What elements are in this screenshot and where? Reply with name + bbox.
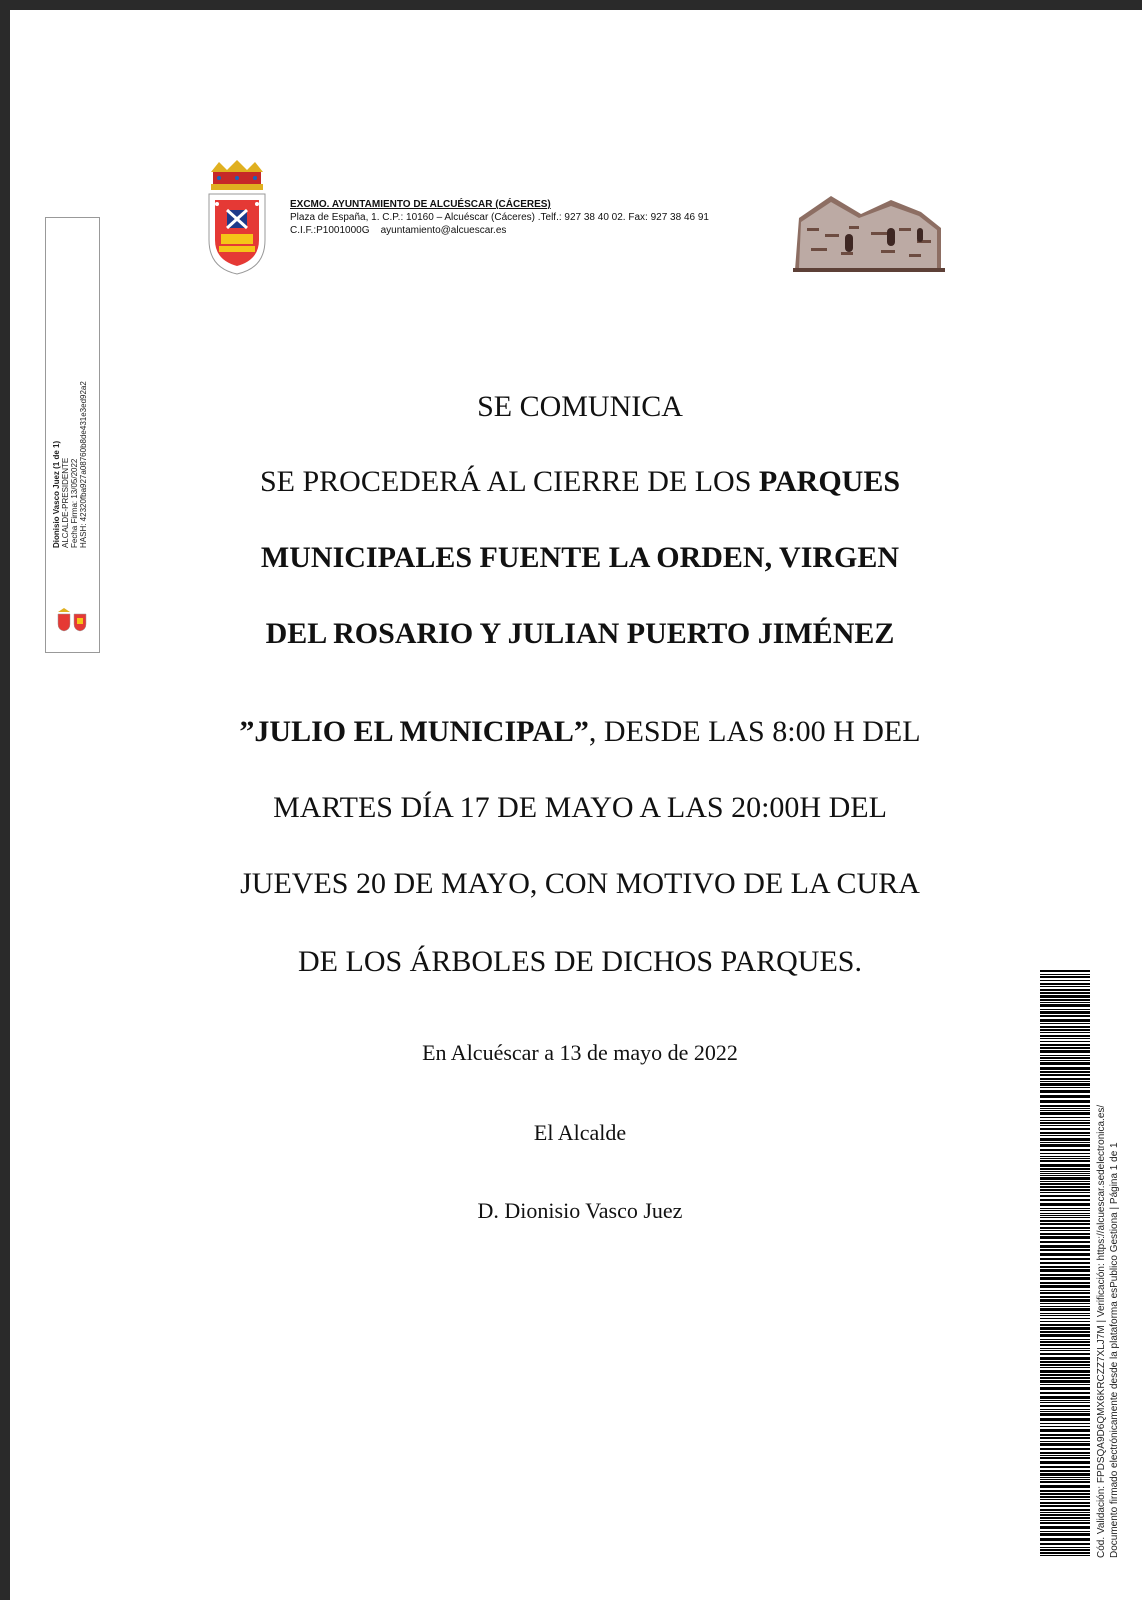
signer-title: El Alcalde	[533, 1120, 627, 1145]
notice-line-5: MARTES DÍA 17 DE MAYO A LAS 20:00H DEL	[273, 791, 887, 824]
letterhead-text	[290, 198, 709, 237]
validation-platform-line: Documento firmado electrónicamente desde la plataforma esPublico Gestiona | Página 1 de 1	[1109, 1142, 1120, 1558]
notice-line-3: DEL ROSARIO Y JULIAN PUERTO JIMÉNEZ	[265, 617, 895, 650]
signature-date: Fecha Firma: 13/05/2022	[70, 458, 79, 548]
church-illustration-icon	[791, 188, 947, 274]
validation-code-line: Cód. Validación: FPDSQA9D6QMX6KRCZZ7XLJ7M | Verificación: https://alcuescar.sedelectronica.es/	[1096, 1104, 1107, 1558]
signature-stamp	[45, 217, 100, 653]
place-and-date: En Alcuéscar a 13 de mayo de 2022	[422, 1040, 738, 1065]
document-page	[10, 10, 1142, 1600]
notice-line-6: JUEVES 20 DE MAYO, CON MOTIVO DE LA CURA	[240, 867, 920, 900]
validation-text	[1095, 1105, 1121, 1558]
notice-heading: SE COMUNICA	[477, 390, 683, 423]
notice-line-1-normal: SE PROCEDERÁ AL CIERRE DE LOS	[259, 465, 759, 498]
validation-barcode-icon	[1040, 970, 1090, 1558]
signature-hash: HASH: 42320fba927a08760b8de431e3ed92a2	[79, 381, 88, 548]
stamp-crest-icon	[54, 608, 90, 632]
signer-full-name: D. Dionisio Vasco Juez	[477, 1198, 683, 1223]
signer-name: Dionisio Vasco Juez (1 de 1)	[52, 440, 61, 548]
notice-line-4-bold: ”JULIO EL MUNICIPAL”	[239, 715, 589, 748]
letterhead	[195, 160, 965, 280]
notice-line-1	[170, 465, 990, 499]
notice-line-7: DE LOS ÁRBOLES DE DICHOS PARQUES.	[298, 945, 862, 978]
municipal-coat-of-arms-icon	[205, 160, 269, 276]
notice-line-2: MUNICIPALES FUENTE LA ORDEN, VIRGEN	[260, 541, 900, 574]
notice-line-1-bold: PARQUES	[758, 465, 901, 498]
notice-line-4	[170, 715, 990, 749]
signature-stamp-text	[52, 381, 88, 548]
signer-role: ALCALDE-PRESIDENTE	[61, 457, 70, 548]
notice-line-4-normal: , DESDE LAS 8:00 H DEL	[588, 715, 921, 748]
cif-email-line: C.I.F.:P1001000G ayuntamiento@alcuescar.es	[290, 225, 507, 236]
address-line: Plaza de España, 1. C.P.: 10160 – Alcuéscar (Cáceres) .Telf.: 927 38 40 02. Fax: 927 38 46 91	[290, 212, 709, 223]
organization-name: EXCMO. AYUNTAMIENTO DE ALCUÉSCAR (CÁCERES)	[290, 199, 551, 210]
